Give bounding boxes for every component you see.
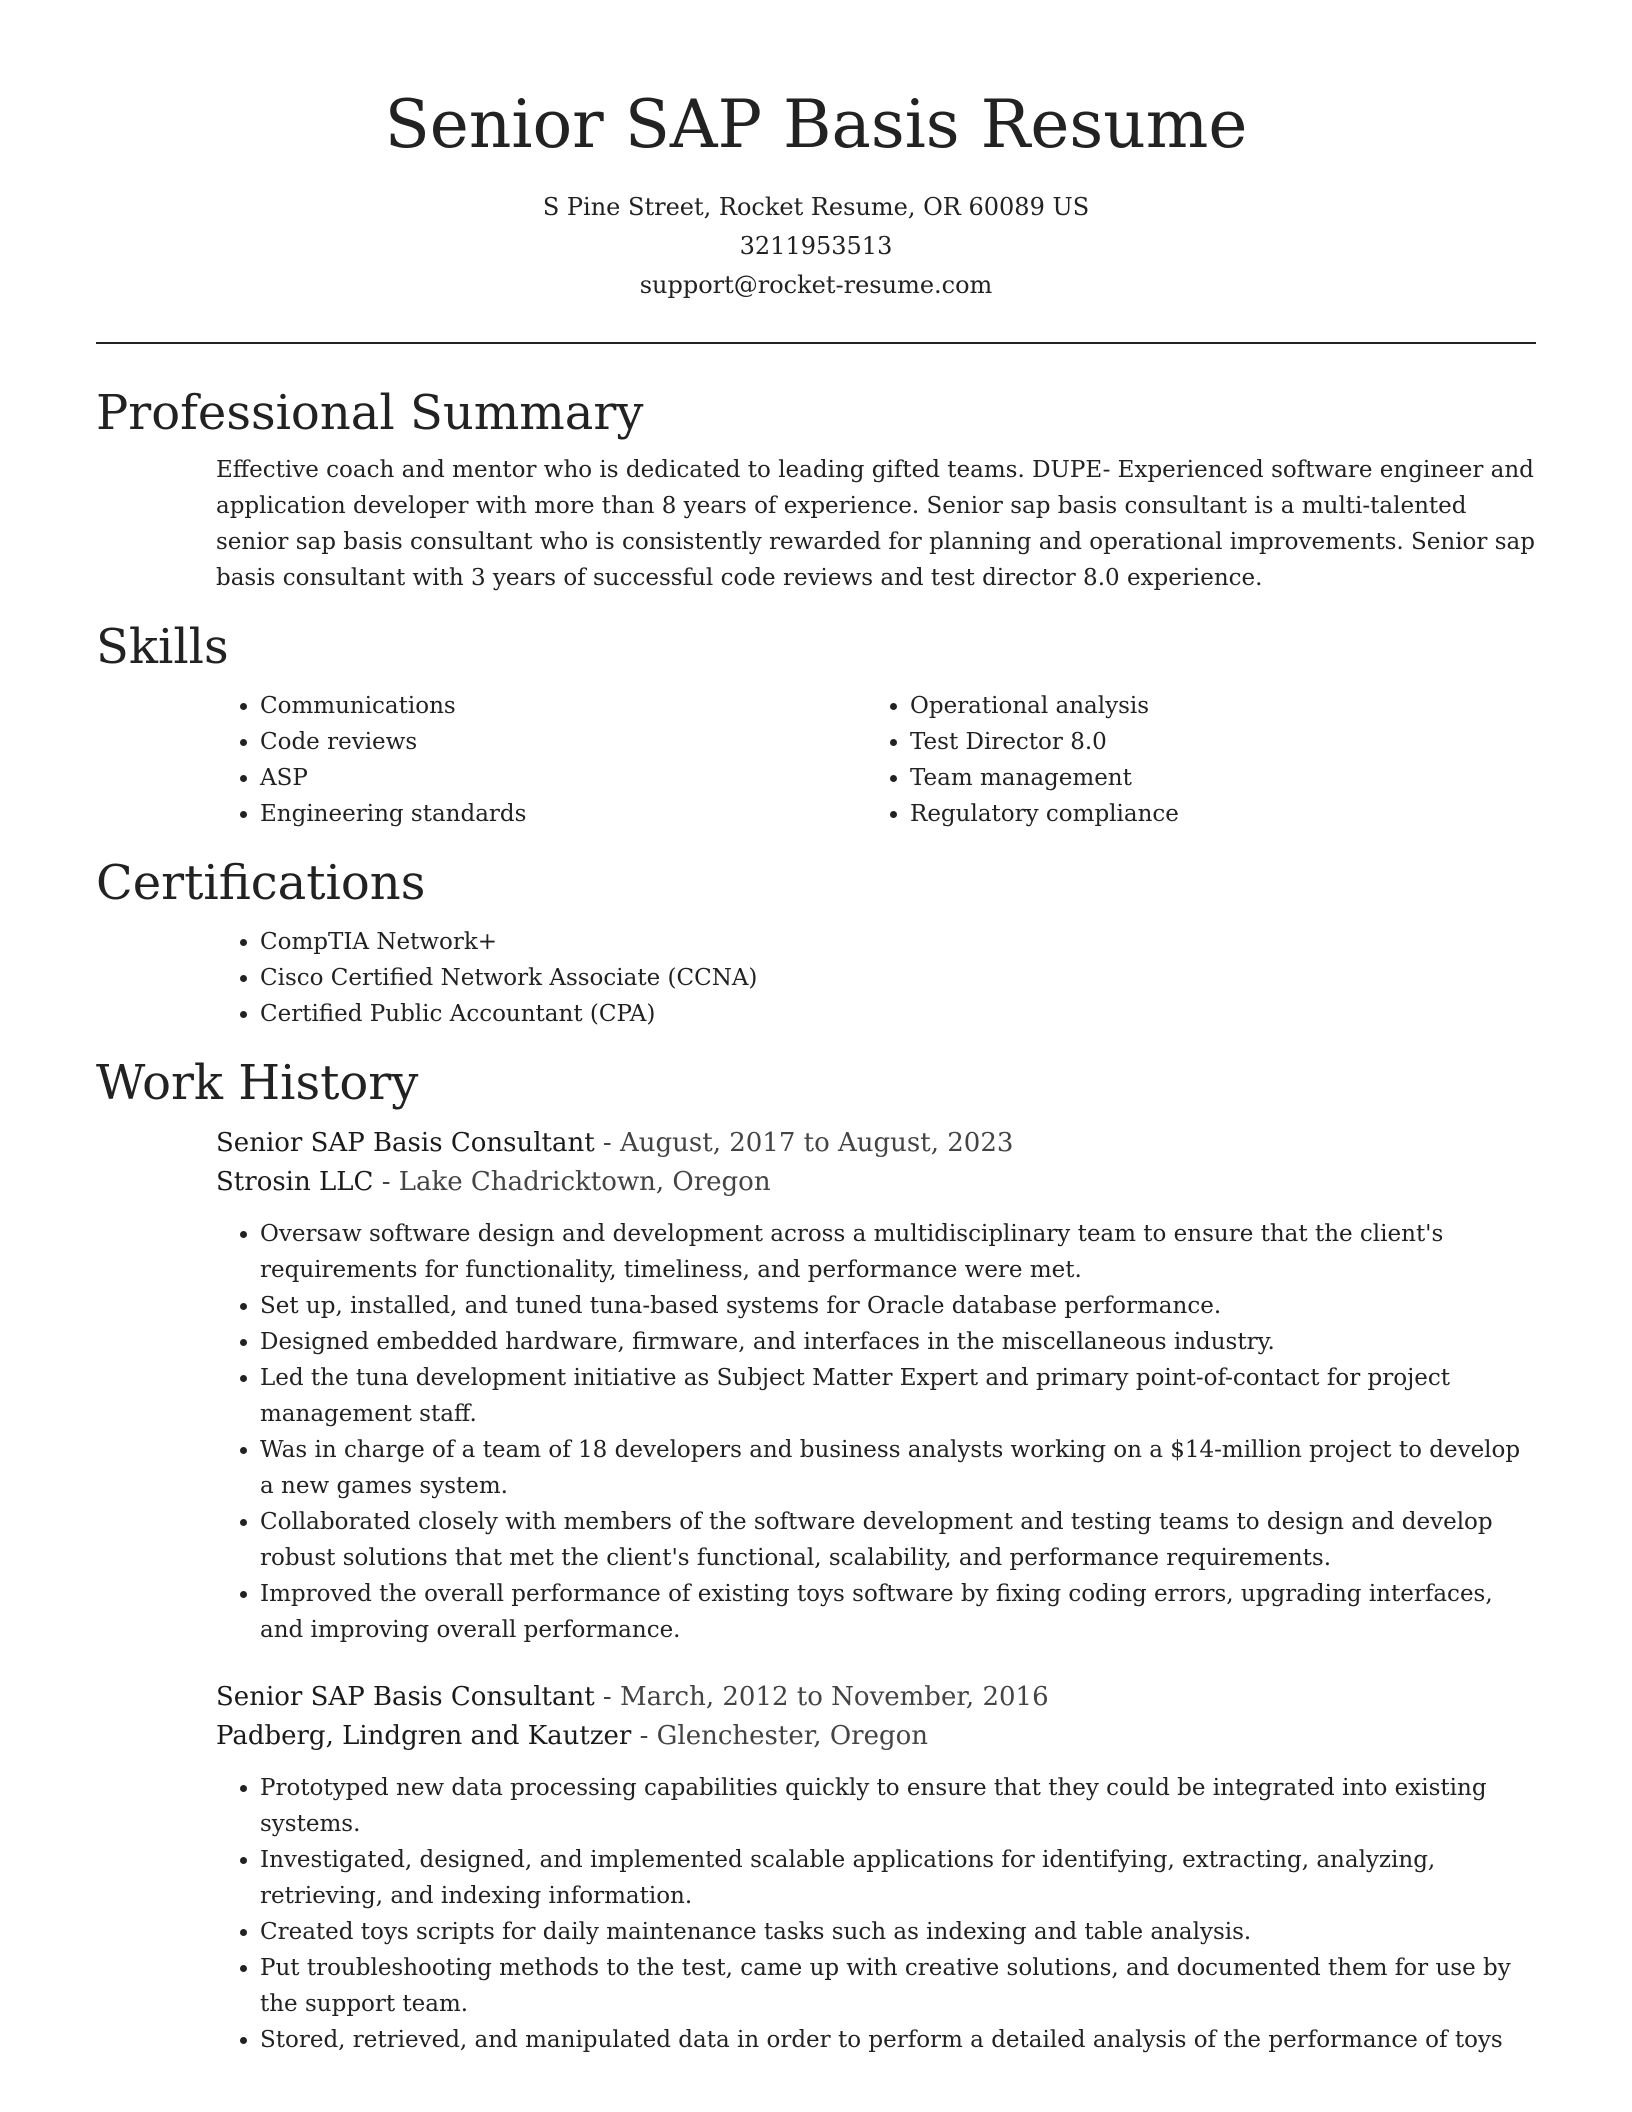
job-location: - Lake Chadricktown, Oregon bbox=[373, 1167, 771, 1197]
certifications-heading: Certifications bbox=[96, 855, 426, 911]
job-duty-item: • Oversaw software design and development across a multidisciplinary team to ensure that the client's requirements for functionality, timeliness, and performance were met. bbox=[260, 1216, 1536, 1288]
job-duty-item: • Set up, installed, and tuned tuna-based systems for Oracle database performance. bbox=[260, 1288, 1536, 1324]
certification-item: • Certified Public Accountant (CPA) bbox=[260, 996, 1536, 1032]
job-company-line bbox=[216, 1163, 1536, 1202]
job-duty-item: • Investigated, designed, and implemented scalable applications for identifying, extracting, analyzing, retrieving, and indexing information. bbox=[260, 1842, 1536, 1914]
job-company: Padberg, Lindgren and Kautzer bbox=[216, 1721, 632, 1751]
job-title-line bbox=[216, 1124, 1536, 1163]
job-duty-item: • Collaborated closely with members of the software development and testing teams to design and develop robust solutions that met the client's functional, scalability, and performance requirements. bbox=[260, 1504, 1536, 1576]
work-history-section bbox=[96, 1050, 1536, 2058]
job-title-line bbox=[216, 1678, 1536, 1717]
skill-item: • Engineering standards bbox=[260, 796, 866, 832]
job-duty-item: • Stored, retrieved, and manipulated data in order to perform a detailed analysis of the performance of toys bbox=[260, 2022, 1536, 2058]
job-entry bbox=[216, 1678, 1536, 2058]
job-dates: - March, 2012 to November, 2016 bbox=[594, 1682, 1049, 1712]
job-duty-item: • Put troubleshooting methods to the test, came up with creative solutions, and documented them for use by the support team. bbox=[260, 1950, 1536, 2022]
job-duty-item: • Was in charge of a team of 18 developers and business analysts working on a $14-million project to develop a new games system. bbox=[260, 1432, 1536, 1504]
skill-item: • Team management bbox=[910, 760, 1516, 796]
job-role: Senior SAP Basis Consultant bbox=[216, 1128, 595, 1158]
summary-text: Effective coach and mentor who is dedicated to leading gifted teams. DUPE- Experienced software engineer and application developer with more than 8 years of experience. Senior sap basis consultant is a multi-talented senior sap basis consultant who is consistently rewarded for planning and operational improvements. Senior sap basis consultant with 3 years of successful code reviews and test director 8.0 experience. bbox=[216, 457, 1535, 591]
skill-item: • Operational analysis bbox=[910, 688, 1516, 724]
work-history-heading: Work History bbox=[96, 1055, 419, 1111]
skill-item: • ASP bbox=[260, 760, 866, 796]
header-divider bbox=[96, 342, 1536, 344]
job-duty-item: • Designed embedded hardware, firmware, and interfaces in the miscellaneous industry. bbox=[260, 1324, 1536, 1360]
certifications-section bbox=[96, 850, 1536, 1032]
skills-list-left bbox=[216, 688, 866, 832]
job-duty-item: • Led the tuna development initiative as Subject Matter Expert and primary point-of-contact for project management staff. bbox=[260, 1360, 1536, 1432]
job-company: Strosin LLC bbox=[216, 1167, 374, 1197]
skills-column-right bbox=[866, 688, 1516, 832]
skills-column-left bbox=[216, 688, 866, 832]
certifications-list bbox=[216, 924, 1536, 1032]
certification-item: • CompTIA Network+ bbox=[260, 924, 1536, 960]
job-role: Senior SAP Basis Consultant bbox=[216, 1682, 595, 1712]
contact-info bbox=[0, 188, 1632, 305]
job-duties bbox=[216, 1770, 1536, 2058]
summary-section bbox=[96, 380, 1536, 596]
job-location: - Glenchester, Oregon bbox=[631, 1721, 929, 1751]
job-duties bbox=[216, 1216, 1536, 1648]
skill-item: • Code reviews bbox=[260, 724, 866, 760]
resume-body bbox=[96, 380, 1536, 2058]
resume-header bbox=[0, 80, 1632, 305]
job-entry bbox=[216, 1124, 1536, 1648]
job-company-line bbox=[216, 1717, 1536, 1756]
skills-columns bbox=[216, 688, 1536, 832]
job-duty-item: • Prototyped new data processing capabilities quickly to ensure that they could be integrated into existing systems. bbox=[260, 1770, 1536, 1842]
job-dates: - August, 2017 to August, 2023 bbox=[594, 1128, 1014, 1158]
skills-heading: Skills bbox=[96, 619, 229, 675]
skill-item: • Test Director 8.0 bbox=[910, 724, 1516, 760]
resume-title: Senior SAP Basis Resume bbox=[384, 86, 1248, 163]
skills-list-right bbox=[866, 688, 1516, 832]
address: S Pine Street, Rocket Resume, OR 60089 US bbox=[542, 193, 1090, 221]
certifications-list-wrap bbox=[216, 924, 1536, 1032]
skills-section bbox=[96, 614, 1536, 832]
phone: 3211953513 bbox=[739, 232, 893, 260]
skill-item: • Communications bbox=[260, 688, 866, 724]
skill-item: • Regulatory compliance bbox=[910, 796, 1516, 832]
certification-item: • Cisco Certified Network Associate (CCNA) bbox=[260, 960, 1536, 996]
job-duty-item: • Created toys scripts for daily maintenance tasks such as indexing and table analysis. bbox=[260, 1914, 1536, 1950]
email: support@rocket-resume.com bbox=[639, 271, 993, 299]
job-duty-item: • Improved the overall performance of existing toys software by fixing coding errors, upgrading interfaces, and improving overall performance. bbox=[260, 1576, 1536, 1648]
summary-heading: Professional Summary bbox=[96, 385, 644, 441]
